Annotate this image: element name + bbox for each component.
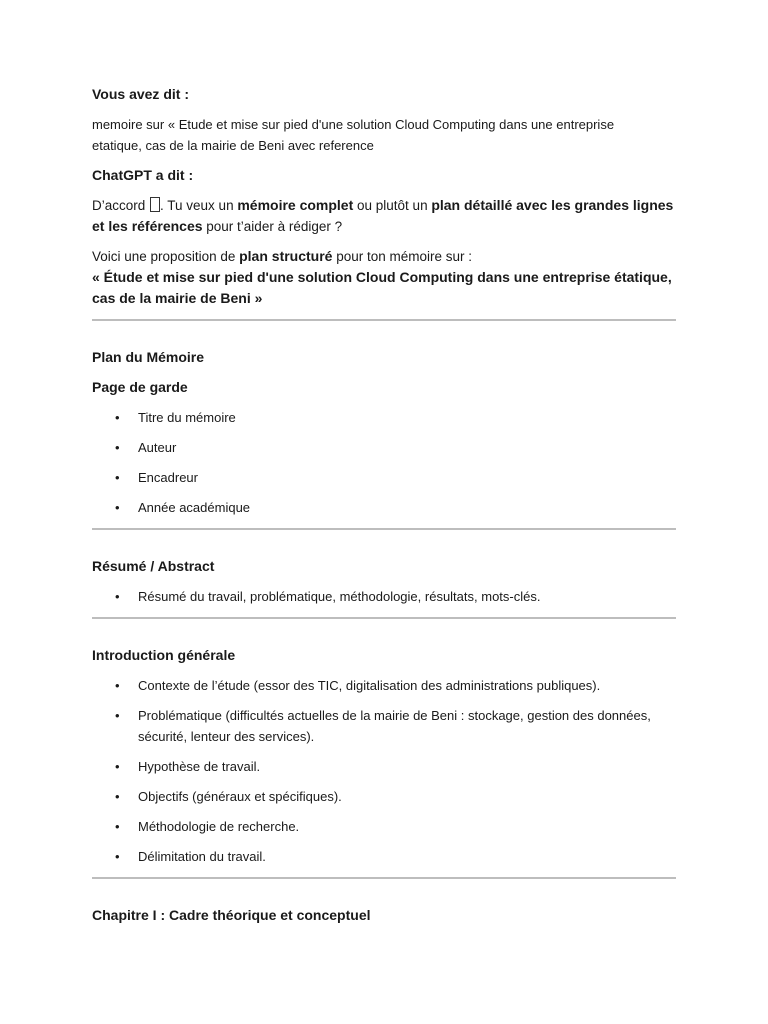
emoji-placeholder-icon xyxy=(150,197,160,212)
list-item-text: Encadreur xyxy=(138,470,198,485)
bullet-icon: • xyxy=(115,708,120,723)
abstract-list xyxy=(92,586,676,607)
assistant-label: ChatGPT a dit : xyxy=(92,167,194,183)
list-item xyxy=(92,586,676,607)
reply-text: D’accord xyxy=(92,198,150,213)
cover-page-list xyxy=(92,407,676,518)
list-item xyxy=(92,497,676,518)
assistant-reply-proposal xyxy=(92,246,676,267)
list-item xyxy=(92,437,676,458)
list-item xyxy=(92,786,676,807)
list-item-text: Résumé du travail, problématique, méthodologie, résultats, mots-clés. xyxy=(138,589,541,604)
user-message xyxy=(92,114,676,156)
bullet-icon: • xyxy=(115,440,120,455)
list-item-text: Problématique (difficultés actuelles de la mairie de Beni : stockage, gestion des données, sécurité, lenteur des services). xyxy=(138,708,651,744)
list-item xyxy=(92,756,676,777)
cover-page-title: Page de garde xyxy=(92,379,188,395)
user-label: Vous avez dit : xyxy=(92,86,189,102)
list-item xyxy=(92,846,676,867)
introduction-title: Introduction générale xyxy=(92,647,236,663)
bullet-icon: • xyxy=(115,759,120,774)
document-page xyxy=(92,84,676,935)
bullet-icon: • xyxy=(115,789,120,804)
list-item-text: Hypothèse de travail. xyxy=(138,759,261,774)
divider xyxy=(92,877,676,879)
list-item-text: Délimitation du travail. xyxy=(138,849,266,864)
reply-text: Voici une proposition de xyxy=(92,249,240,264)
list-item xyxy=(92,675,676,696)
reply-text: pour t’aider à rédiger ? xyxy=(202,219,343,234)
reply-bold-text: plan détaillé avec les grandes lignes et les références xyxy=(92,197,674,234)
thesis-title: « Étude et mise sur pied d'une solution Cloud Computing dans une entreprise étatique, cas de la mairie de Beni » xyxy=(92,269,672,306)
abstract-title: Résumé / Abstract xyxy=(92,558,215,574)
plan-heading: Plan du Mémoire xyxy=(92,349,205,365)
chapter1-title: Chapitre I : Cadre théorique et conceptuel xyxy=(92,907,371,923)
list-item xyxy=(92,705,676,747)
list-item xyxy=(92,467,676,488)
bullet-icon: • xyxy=(115,410,120,425)
list-item-text: Titre du mémoire xyxy=(138,410,236,425)
list-item-text: Méthodologie de recherche. xyxy=(138,819,300,834)
introduction-list xyxy=(92,675,676,867)
bullet-icon: • xyxy=(115,819,120,834)
reply-bold-text: mémoire complet xyxy=(237,197,354,213)
user-message-line1: memoire sur « Etude et mise sur pied d'une solution Cloud Computing dans une entreprise xyxy=(92,117,615,132)
reply-text: pour ton mémoire sur : xyxy=(332,249,473,264)
reply-text: . Tu veux un xyxy=(160,198,238,213)
list-item xyxy=(92,816,676,837)
assistant-reply-intro xyxy=(92,195,676,237)
divider xyxy=(92,617,676,619)
user-message-line2: etatique, cas de la mairie de Beni avec reference xyxy=(92,138,374,153)
bullet-icon: • xyxy=(115,470,120,485)
bullet-icon: • xyxy=(115,678,120,693)
divider xyxy=(92,528,676,530)
list-item-text: Contexte de l’étude (essor des TIC, digitalisation des administrations publiques). xyxy=(138,678,601,693)
reply-text: ou plutôt un xyxy=(353,198,432,213)
divider xyxy=(92,319,676,321)
bullet-icon: • xyxy=(115,589,120,604)
list-item-text: Objectifs (généraux et spécifiques). xyxy=(138,789,342,804)
list-item-text: Année académique xyxy=(138,500,251,515)
reply-bold-text: plan structuré xyxy=(239,248,333,264)
list-item-text: Auteur xyxy=(138,440,177,455)
list-item xyxy=(92,407,676,428)
bullet-icon: • xyxy=(115,500,120,515)
bullet-icon: • xyxy=(115,849,120,864)
